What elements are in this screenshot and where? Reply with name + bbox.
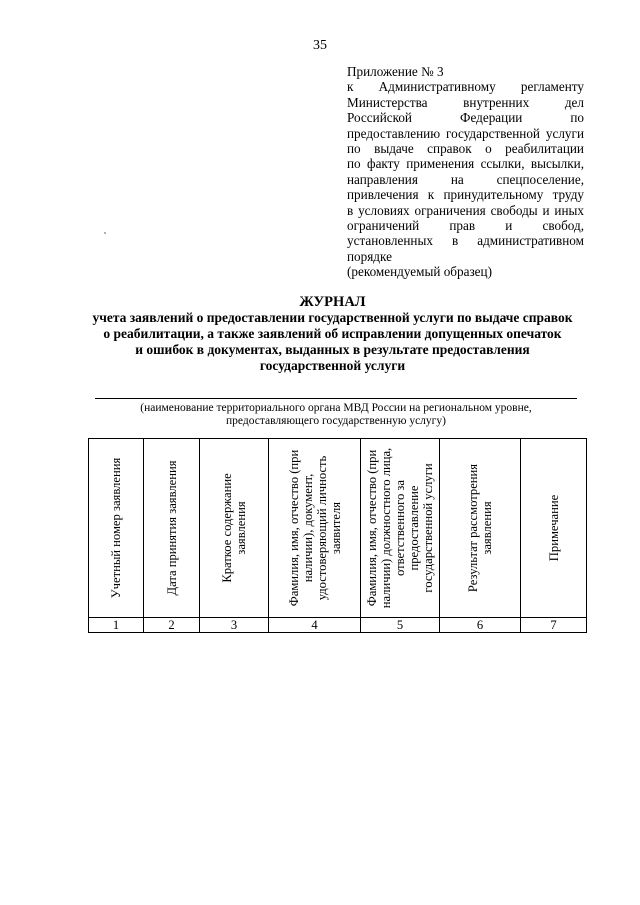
org-caption xyxy=(95,402,577,428)
journal-title-line: учета заявлений о предоставлении государственной услуги по выдаче справок xyxy=(92,310,573,325)
appendix-line: установленных в административном xyxy=(347,233,584,249)
journal-title-line: и ошибок в документах, выданных в результате предоставления xyxy=(135,342,530,357)
table-header-cell xyxy=(89,439,144,618)
table-header-row xyxy=(89,439,587,618)
journal-title-line: о реабилитации, а также заявлений об исправлении допущенных опечаток xyxy=(103,326,562,341)
header-registration-number: Учетный номер заявления xyxy=(109,457,123,599)
page-number: 35 xyxy=(313,38,327,53)
journal-table xyxy=(88,438,587,633)
appendix-line: предоставлению государственной услуги xyxy=(347,125,584,141)
appendix-line: (рекомендуемый образец) xyxy=(347,264,492,280)
org-caption-line: (наименование территориального органа МВД России на региональном уровне, xyxy=(140,402,532,414)
header-summary: Краткое содержание заявления xyxy=(220,473,248,583)
org-name-underline xyxy=(95,398,577,399)
journal-title xyxy=(60,294,605,374)
appendix-line: по факту применения ссылки, высылки, xyxy=(347,156,584,172)
column-number: 3 xyxy=(200,618,269,633)
scan-speck xyxy=(104,232,106,234)
appendix-line: привлечения к принудительному труду xyxy=(347,187,584,203)
column-number: 2 xyxy=(144,618,200,633)
table-header-cell xyxy=(521,439,587,618)
appendix-line: Министерства внутренних дел xyxy=(347,94,584,110)
appendix-line: в условиях ограничения свободы и иных xyxy=(347,202,584,218)
table-header-cell xyxy=(269,439,361,618)
header-note: Примечание xyxy=(546,494,561,562)
appendix-line: Приложение № 3 xyxy=(347,64,444,79)
org-caption-line: предоставляющего государственную услугу) xyxy=(226,415,446,427)
table-header-cell xyxy=(361,439,440,618)
column-number: 7 xyxy=(521,618,587,633)
header-official-name: Фамилия, имя, отчество (при наличии) должностного лица, ответственного за предоставление государственной услуги xyxy=(365,447,435,609)
appendix-line: направления на спецпоселение, xyxy=(347,171,584,187)
header-result: Результат рассмотрения заявления xyxy=(466,463,494,593)
appendix-line: Российской Федерации по xyxy=(347,110,584,126)
table-header-cell xyxy=(200,439,269,618)
appendix-header xyxy=(347,64,584,280)
table-header-cell xyxy=(144,439,200,618)
column-number: 5 xyxy=(361,618,440,633)
journal-title-line: государственной услуги xyxy=(259,358,406,373)
appendix-line: порядке xyxy=(347,248,392,264)
header-acceptance-date: Дата принятия заявления xyxy=(164,460,179,596)
column-number: 1 xyxy=(89,618,144,633)
appendix-line: по выдаче справок о реабилитации xyxy=(347,141,584,157)
column-number: 4 xyxy=(269,618,361,633)
appendix-line: к Административному регламенту xyxy=(347,79,584,95)
journal-title-main: ЖУРНАЛ xyxy=(299,294,366,310)
header-applicant-name: Фамилия, имя, отчество (при наличии), документ, удостоверяющий личность заявителя xyxy=(286,449,343,607)
table-header-cell xyxy=(440,439,521,618)
table-number-row xyxy=(89,618,587,633)
column-number: 6 xyxy=(440,618,521,633)
appendix-line: ограничений прав и свобод, xyxy=(347,218,584,234)
